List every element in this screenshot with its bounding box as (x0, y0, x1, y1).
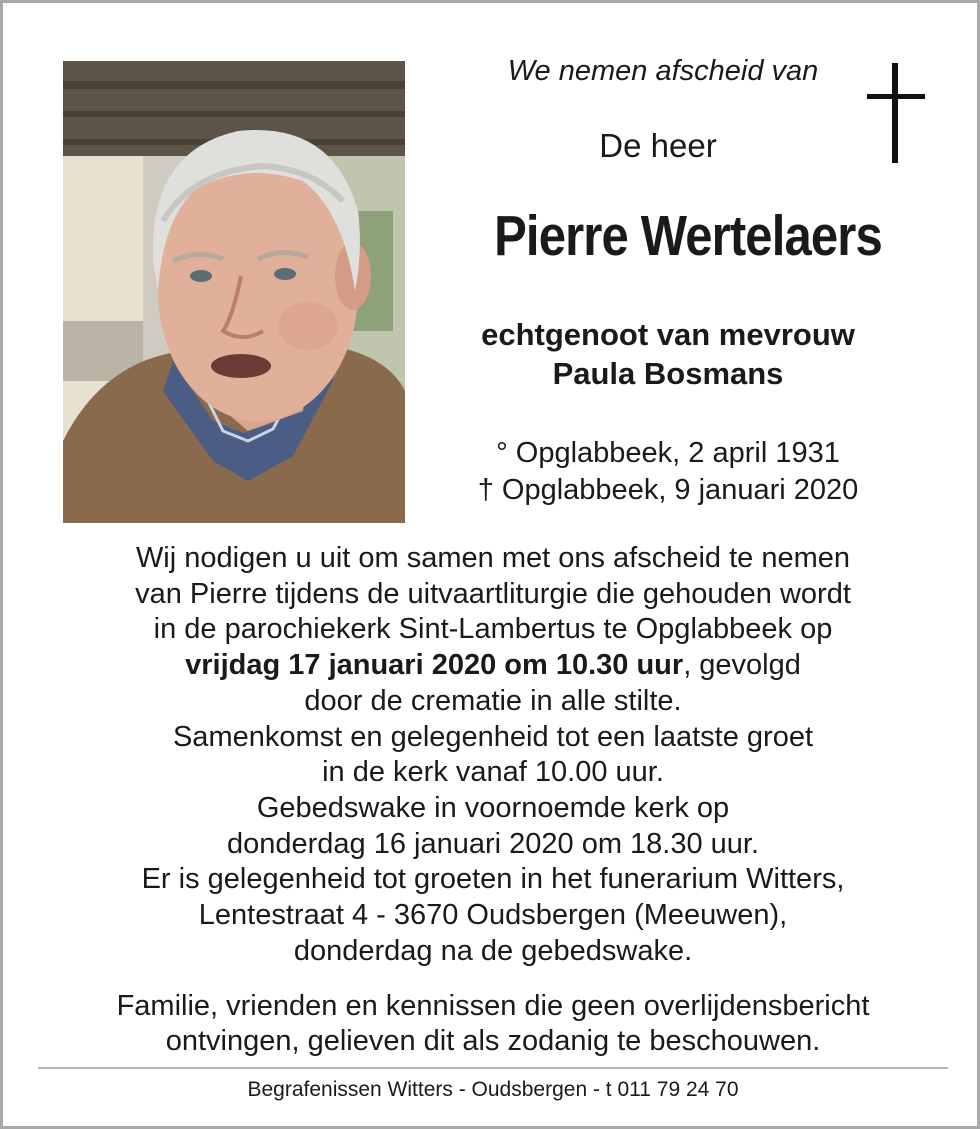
body-line: Lentestraat 4 - 3670 Oudsbergen (Meeuwen), (198, 899, 788, 932)
body-line: Samenkomst en gelegenheid tot een laatste groet (172, 720, 814, 753)
intro-text: We nemen afscheid van (507, 55, 819, 87)
closing-line: Familie, vrienden en kennissen die geen overlijdensbericht (116, 990, 870, 1022)
closing-text (3, 989, 980, 1059)
deceased-name: Pierre Wertelaers (494, 204, 882, 268)
body-line: donderdag 16 januari 2020 om 18.30 uur. (226, 827, 760, 860)
body-line: donderdag na de gebedswake. (293, 934, 693, 967)
body-line: Wij nodigen u uit om samen met ons afscheid te nemen (135, 542, 851, 574)
salutation: De heer (599, 127, 717, 164)
body-line-date (3, 648, 980, 684)
divider (38, 1067, 948, 1069)
body-line: Gebedswake in voornoemde kerk op (256, 791, 730, 824)
birth-date: ° Opglabbeek, 2 april 1931 (496, 437, 840, 469)
spouse-name: Paula Bosmans (552, 356, 784, 391)
life-dates (433, 435, 903, 509)
spouse-line-1: echtgenoot van mevrouw (481, 317, 855, 352)
body-line: in de kerk vanaf 10.00 uur. (322, 756, 664, 789)
ceremony-datetime: vrijdag 17 januari 2020 om 10.30 uur (185, 649, 684, 682)
body-line: door de crematie in alle stilte. (304, 684, 682, 717)
body-line: in de parochiekerk Sint-Lambertus te Opglabbeek op (153, 613, 833, 646)
spouse-block (433, 315, 903, 393)
portrait-photo (63, 61, 405, 523)
body-line-rest: , gevolgd (683, 649, 801, 682)
body-line: van Pierre tijdens de uitvaartliturgie die gehouden wordt (135, 577, 851, 610)
body-line: Er is gelegenheid tot groeten in het funerarium Witters, (141, 863, 845, 896)
ceremony-text (3, 541, 980, 969)
funeral-home-footer: Begrafenissen Witters - Oudsbergen - t 011 79 24 70 (247, 1078, 739, 1101)
closing-line: ontvingen, gelieven dit als zodanig te beschouwen. (165, 1025, 821, 1057)
death-date: † Opglabbeek, 9 januari 2020 (477, 474, 859, 506)
